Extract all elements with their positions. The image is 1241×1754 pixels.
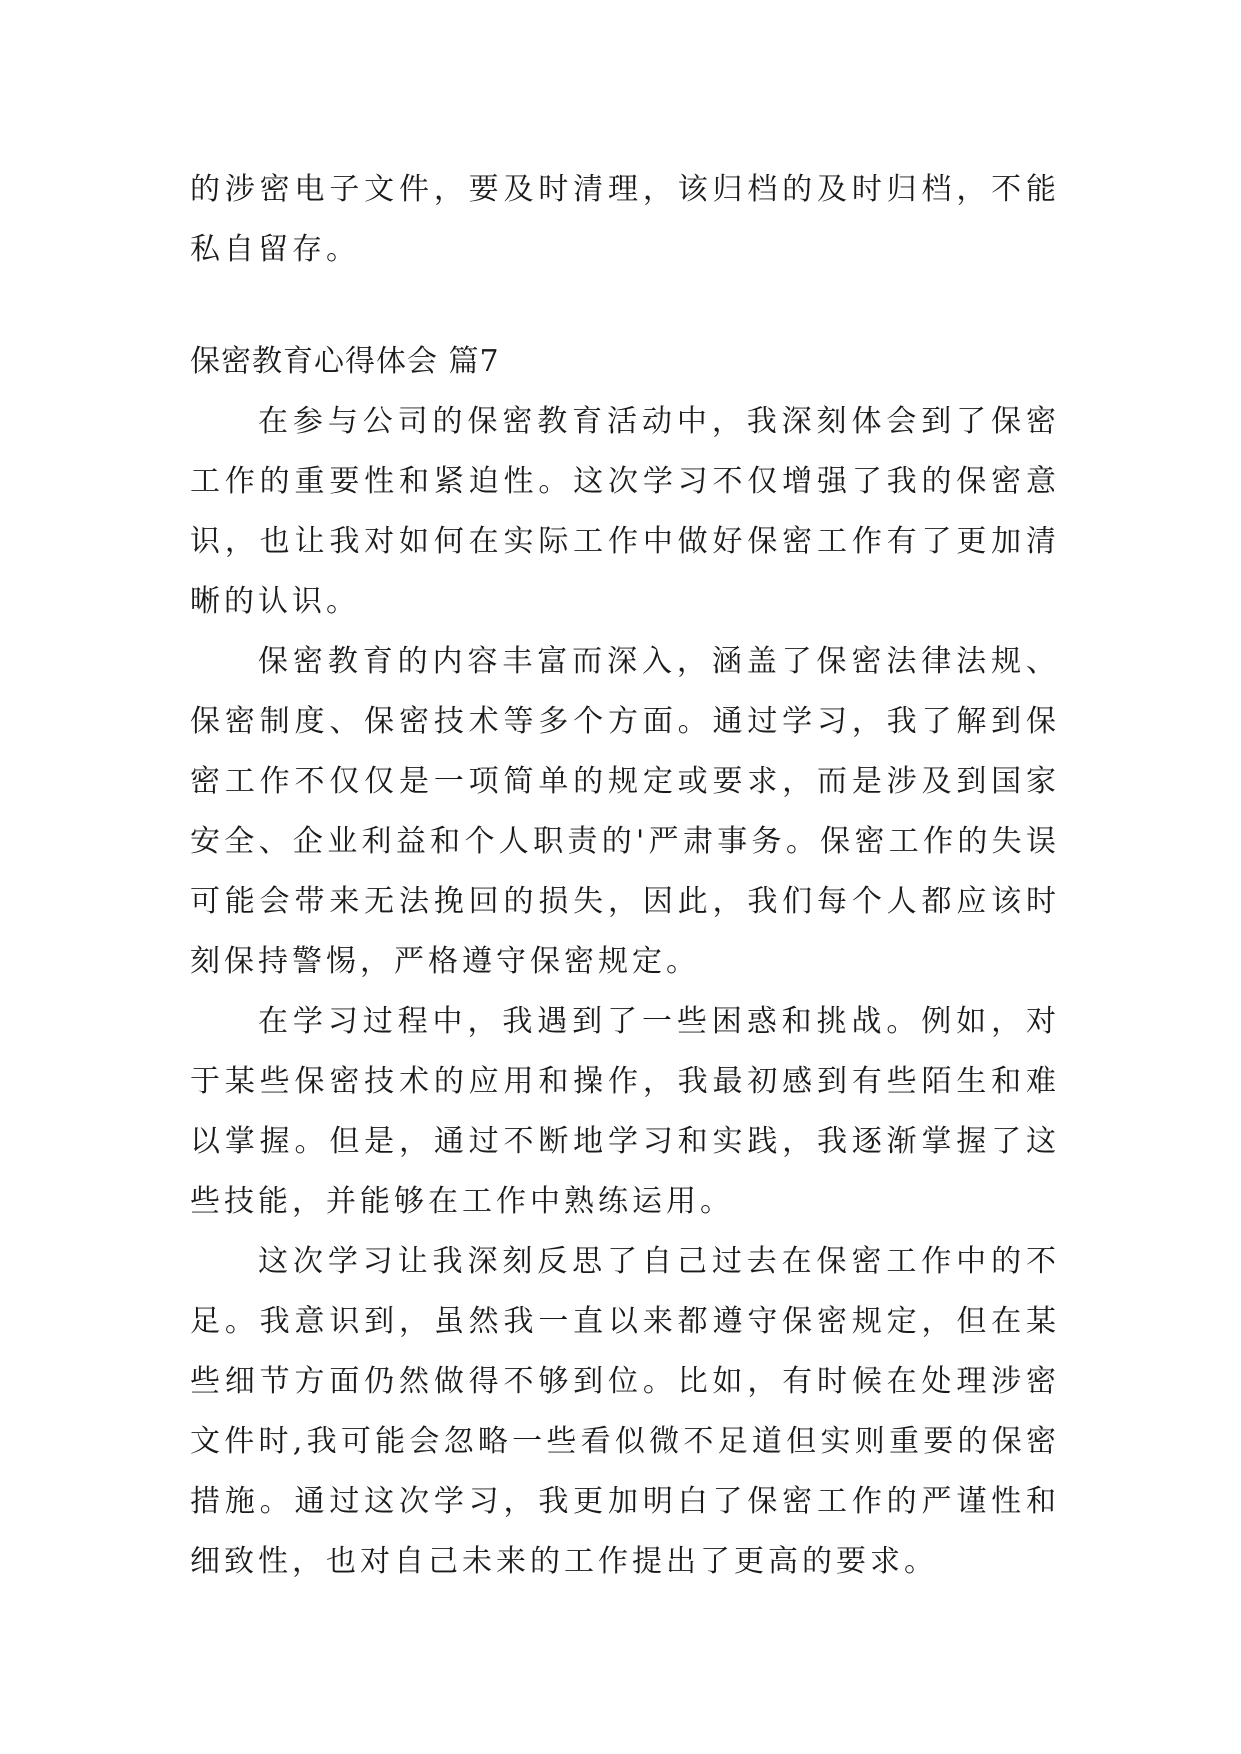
body-paragraph-4: 这次学习让我深刻反思了自己过去在保密工作中的不足。我意识到，虽然我一直以来都遵守保密规定，但在某些细节方面仍然做得不够到位。比如，有时候在处理涉密文件时,我可能会忽略一些看似微不足道但实则重要的保密措施。通过这次学习，我更加明白了保密工作的严谨性和细致性，也对自己未来的工作提出了更高的要求。	[190, 1244, 1060, 1579]
intro-paragraph: 的涉密电子文件，要及时清理，该归档的及时归档，不能私自留存。	[190, 172, 1060, 267]
body-paragraph-1: 在参与公司的保密教育活动中，我深刻体会到了保密工作的重要性和紧迫性。这次学习不仅增强了我的保密意识，也让我对如何在实际工作中做好保密工作有了更加清晰的认识。	[190, 404, 1060, 619]
body-paragraph-2: 保密教育的内容丰富而深入，涵盖了保密法律法规、保密制度、保密技术等多个方面。通过学习，我了解到保密工作不仅仅是一项简单的规定或要求，而是涉及到国家安全、企业利益和个人职责的'严肃事务。保密工作的失误可能会带来无法挽回的损失，因此，我们每个人都应该时刻保持警惕，严格遵守保密规定。	[190, 644, 1060, 979]
section-heading: 保密教育心得体会 篇7	[190, 344, 500, 379]
body-paragraph-3: 在学习过程中，我遇到了一些困惑和挑战。例如，对于某些保密技术的应用和操作，我最初感到有些陌生和难以掌握。但是，通过不断地学习和实践，我逐渐掌握了这些技能，并能够在工作中熟练运用。	[190, 1004, 1060, 1219]
document-page	[190, 160, 1060, 1592]
